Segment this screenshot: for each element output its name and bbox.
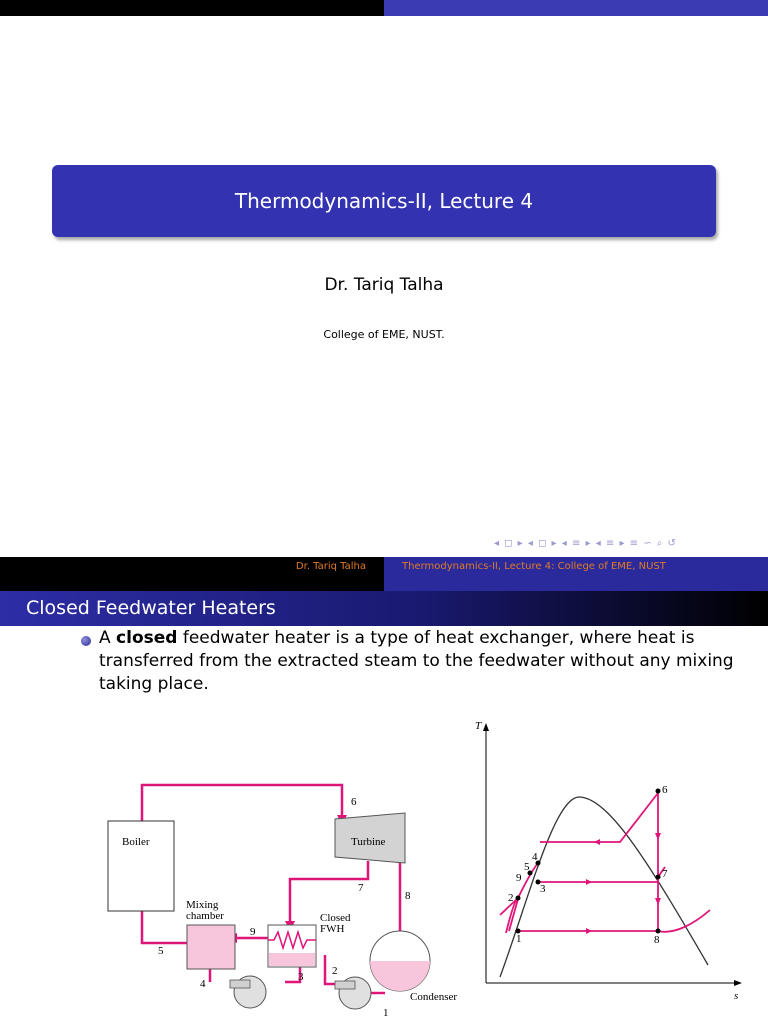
footer-title: Thermodynamics-II, Lecture 4: College of EME, NUST [402, 561, 666, 572]
state-1-label: 1 [383, 1007, 389, 1019]
bullet-bold-word: closed [116, 628, 178, 648]
cycle-path [500, 793, 710, 933]
top-bar-right [384, 0, 768, 16]
condenser-label: Condenser [410, 991, 458, 1003]
state-5-label: 5 [158, 945, 164, 957]
ts-state-1: 1 [516, 933, 522, 945]
footer-author: Dr. Tariq Talha [295, 561, 366, 572]
ts-state-6: 6 [662, 784, 668, 796]
boiler-label: Boiler [122, 836, 150, 848]
mixing-label-1: Mixing [186, 899, 219, 911]
state-8-label: 8 [405, 890, 411, 902]
navigation-symbols[interactable]: ◂ ◻ ▸ ◂ ◻ ▸ ◂ ≡ ▸ ◂ ≡ ▸ ≡ ∽ ⌕ ↺ [494, 538, 677, 549]
ts-state-4: 4 [532, 851, 538, 863]
ts-state-5: 5 [524, 861, 530, 873]
bullet-icon [81, 636, 91, 646]
ts-state-7: 7 [662, 868, 668, 880]
top-bar-left [0, 0, 384, 16]
ts-state-8: 8 [654, 934, 660, 946]
bullet-text [99, 627, 739, 696]
title-box [52, 165, 716, 237]
saturation-dome [500, 797, 708, 977]
t-axis-label: T [475, 720, 482, 732]
mixing-label-2: chamber [186, 910, 224, 922]
state-6-label: 6 [351, 796, 357, 808]
state-7-label: 7 [358, 882, 364, 894]
bullet-prefix: A [99, 628, 117, 648]
fwh-label-2: FWH [320, 923, 345, 935]
state-2-label: 2 [332, 965, 338, 977]
state-4-label: 4 [200, 978, 206, 990]
state-3-label: 3 [298, 971, 304, 983]
mixing-chamber-block [187, 925, 235, 969]
bullet-rest: feedwater heater is a type of heat exchanger, where heat is transferred from the extracted steam to the feedwater without any mixing taking place. [99, 628, 734, 694]
state-9-label: 9 [250, 926, 256, 938]
ts-diagram [470, 715, 760, 1005]
fwh-label-1: Closed [320, 912, 351, 924]
frame-title: Closed Feedwater Heaters [26, 597, 276, 619]
s-axis-label: s [734, 990, 739, 1002]
cycle-schematic [100, 775, 458, 1020]
turbine-label: Turbine [351, 836, 386, 848]
ts-state-3: 3 [540, 883, 546, 895]
ts-state-2: 2 [508, 892, 514, 904]
ts-state-9: 9 [516, 872, 522, 884]
institute: College of EME, NUST. [323, 328, 445, 341]
author-name: Dr. Tariq Talha [324, 275, 444, 295]
slide-title: Thermodynamics-II, Lecture 4 [234, 189, 534, 213]
boiler-block [108, 821, 174, 911]
